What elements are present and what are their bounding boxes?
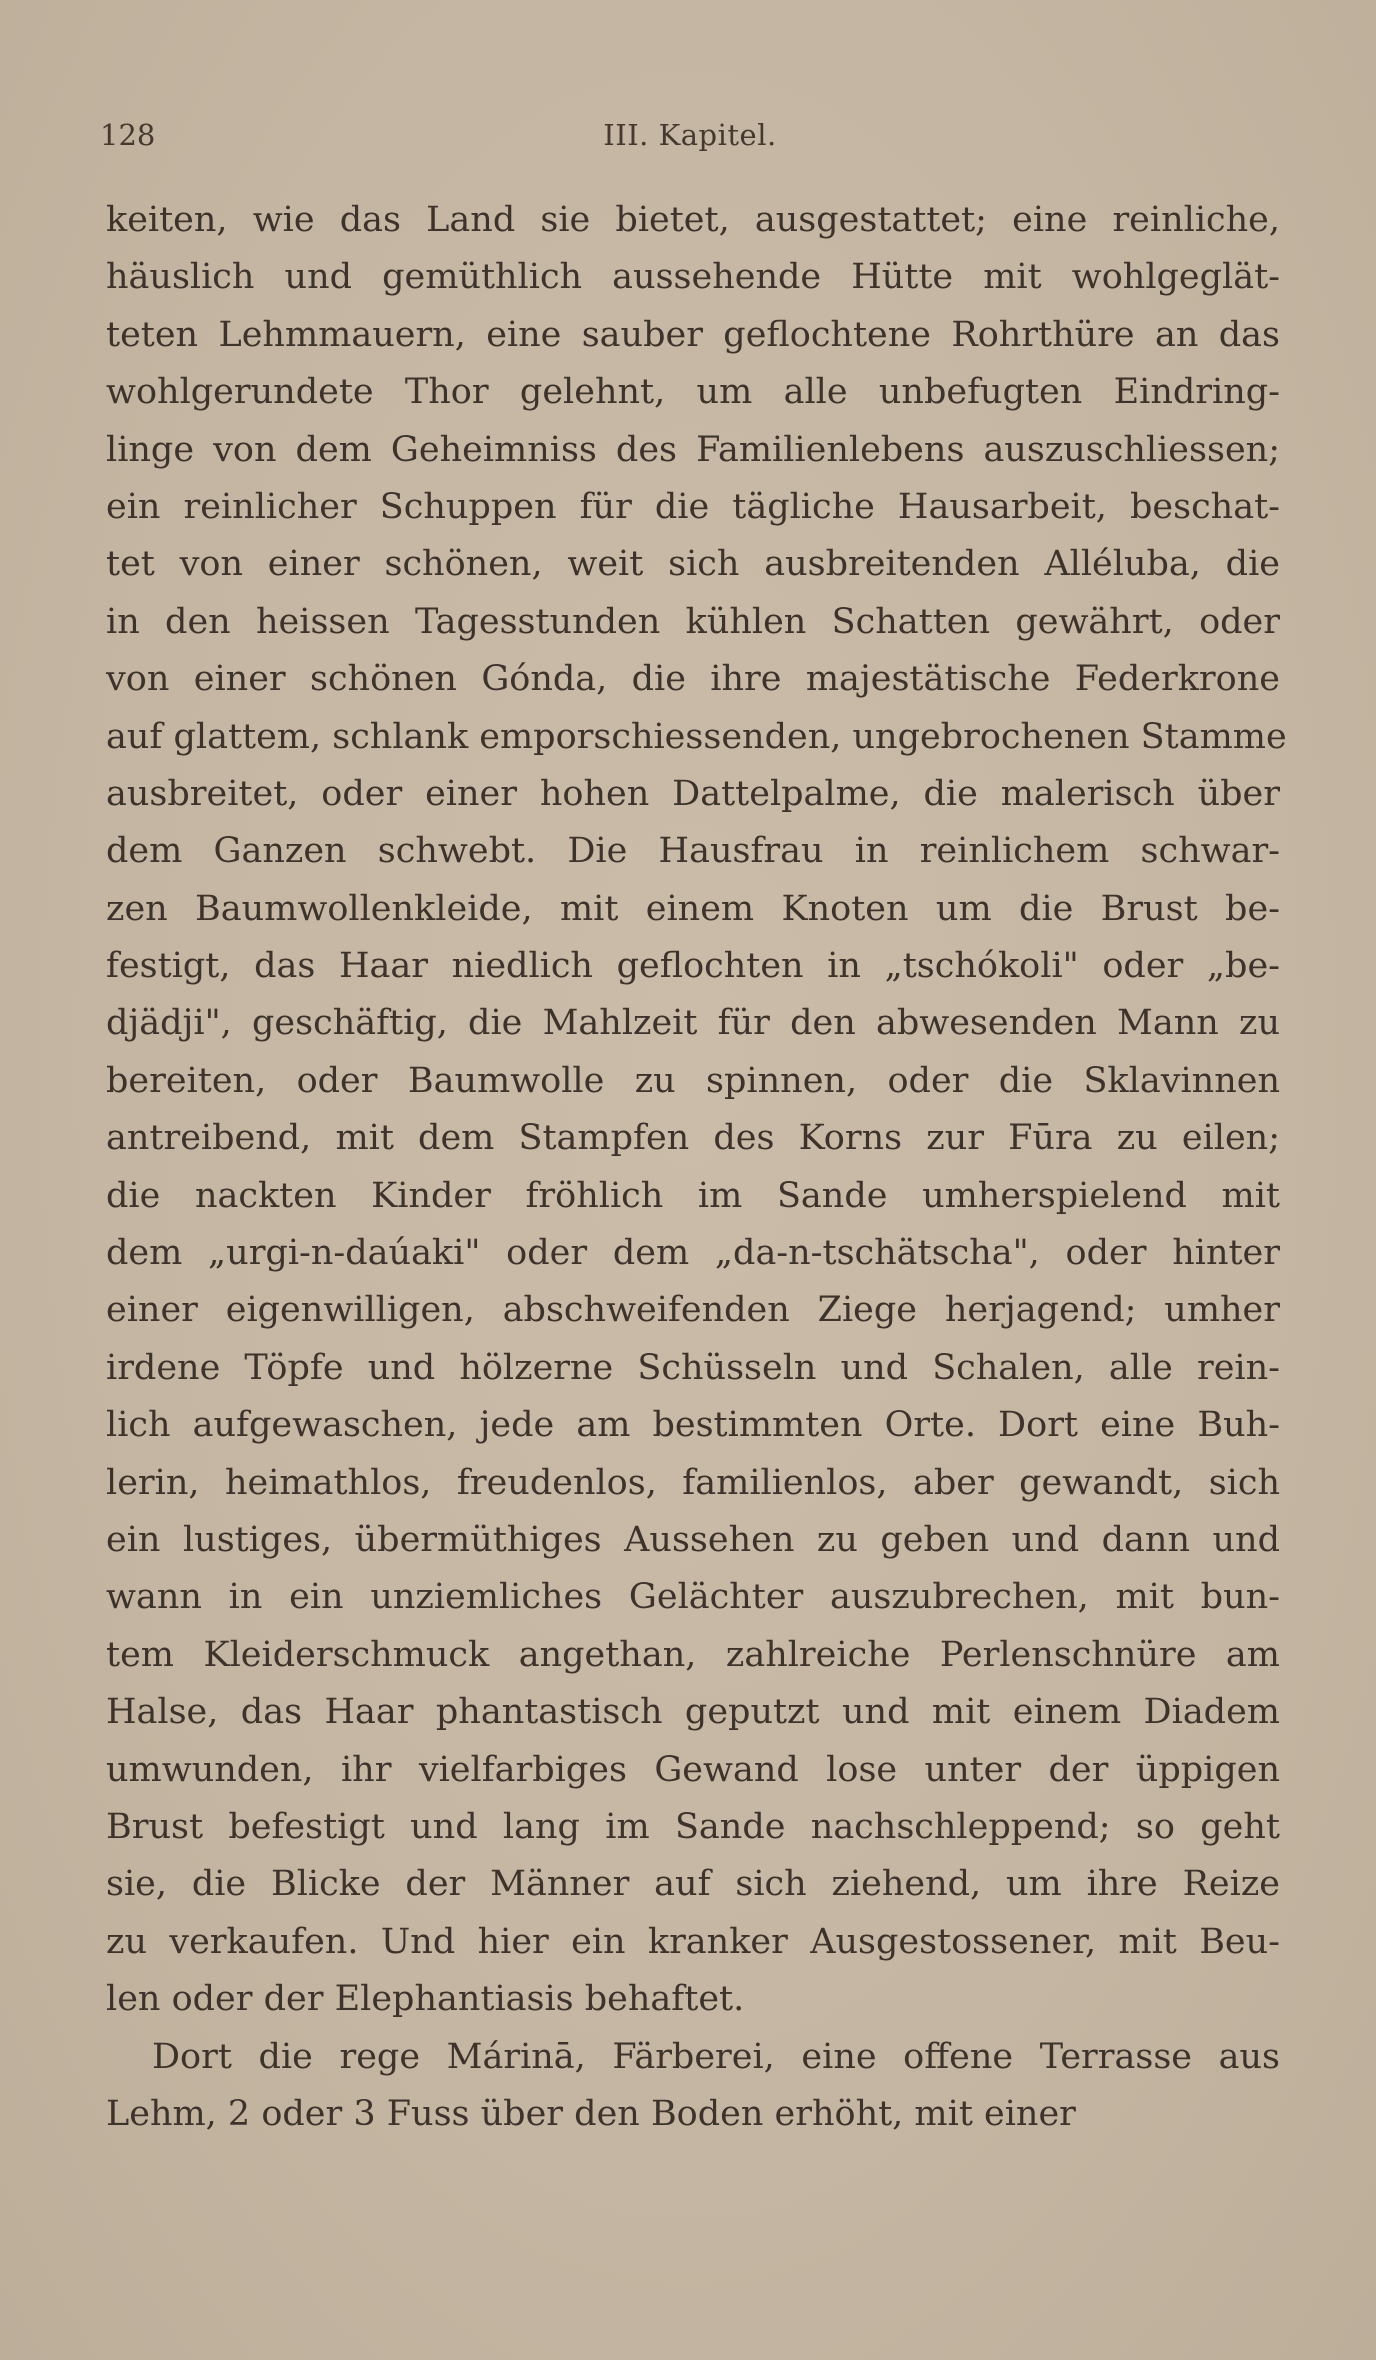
paragraph: [106, 2029, 1280, 2144]
text-line: Brust befestigt und lang im Sande nachschleppend; so geht: [106, 1806, 1280, 1847]
text-line: dem Ganzen schwebt. Die Hausfrau in reinlichem schwar-: [106, 831, 1280, 872]
text-line: festigt, das Haar niedlich geflochten in „tschókoli" oder „be-: [106, 946, 1280, 987]
paragraph: [106, 192, 1287, 2029]
text-line: Halse, das Haar phantastisch geputzt und mit einem Diadem: [106, 1692, 1280, 1733]
text-line: ausbreitet, oder einer hohen Dattelpalme, die malerisch über: [106, 773, 1280, 814]
text-line: keiten, wie das Land sie bietet, ausgestattet; eine reinliche,: [106, 200, 1280, 240]
text-line: auf glattem, schlank emporschiessenden, ungebrochenen Stamme: [106, 716, 1287, 757]
text-line: lerin, heimathlos, freudenlos, familienlos, aber gewandt, sich: [106, 1462, 1280, 1503]
text-line: tem Kleiderschmuck angethan, zahlreiche Perlenschnüre am: [106, 1634, 1280, 1675]
text-line: einer eigenwilligen, abschweifenden Ziege herjagend; umher: [106, 1290, 1280, 1331]
text-line: djädji", geschäftig, die Mahlzeit für den abwesenden Mann zu: [106, 1003, 1280, 1044]
body-text: [106, 192, 1287, 2143]
text-line: in den heissen Tagesstunden kühlen Schatten gewährt, oder: [106, 601, 1280, 642]
text-line: Dort die rege Márinā, Färberei, eine offene Terrasse aus: [152, 2036, 1280, 2077]
text-line: zen Baumwollenkleide, mit einem Knoten um die Brust be-: [106, 888, 1280, 929]
chapter-title: III. Kapitel.: [603, 118, 777, 152]
text-line: ein lustiges, übermüthiges Aussehen zu geben und dann und: [106, 1519, 1280, 1560]
text-line: sie, die Blicke der Männer auf sich ziehend, um ihre Reize: [106, 1864, 1280, 1905]
text-line: tet von einer schönen, weit sich ausbreitenden Alléluba, die: [106, 544, 1280, 585]
text-line: Lehm, 2 oder 3 Fuss über den Boden erhöht, mit einer: [106, 2093, 1076, 2134]
text-line: zu verkaufen. Und hier ein kranker Ausgestossener, mit Beu-: [106, 1921, 1280, 1962]
text-line: len oder der Elephantiasis behaftet.: [106, 1979, 745, 2020]
text-line: umwunden, ihr vielfarbiges Gewand lose unter der üppigen: [106, 1749, 1280, 1790]
text-line: häuslich und gemüthlich aussehende Hütte mit wohlgeglät-: [106, 257, 1280, 298]
text-line: lich aufgewaschen, jede am bestimmten Orte. Dort eine Buh-: [106, 1405, 1280, 1446]
text-line: teten Lehmmauern, eine sauber geflochtene Rohrthüre an das: [106, 314, 1280, 355]
text-line: bereiten, oder Baumwolle zu spinnen, oder die Sklavinnen: [106, 1060, 1280, 1101]
text-line: wohlgerundete Thor gelehnt, um alle unbefugten Eindring-: [106, 372, 1280, 413]
text-line: von einer schönen Gónda, die ihre majestätische Federkrone: [106, 659, 1280, 700]
text-line: wann in ein unziemliches Gelächter auszubrechen, mit bun-: [106, 1577, 1280, 1618]
text-line: die nackten Kinder fröhlich im Sande umherspielend mit: [106, 1175, 1280, 1216]
text-line: antreibend, mit dem Stampfen des Korns zur Fūra zu eilen;: [106, 1118, 1280, 1159]
text-line: irdene Töpfe und hölzerne Schüsseln und Schalen, alle rein-: [106, 1347, 1280, 1388]
text-line: dem „urgi-n-daúaki" oder dem „da-n-tschätscha", oder hinter: [106, 1233, 1280, 1274]
text-line: linge von dem Geheimniss des Familienlebens auszuschliessen;: [106, 429, 1280, 470]
running-head: [100, 118, 1280, 158]
text-line: ein reinlicher Schuppen für die tägliche Hausarbeit, beschat-: [106, 486, 1280, 527]
page-number: 128: [100, 118, 156, 152]
